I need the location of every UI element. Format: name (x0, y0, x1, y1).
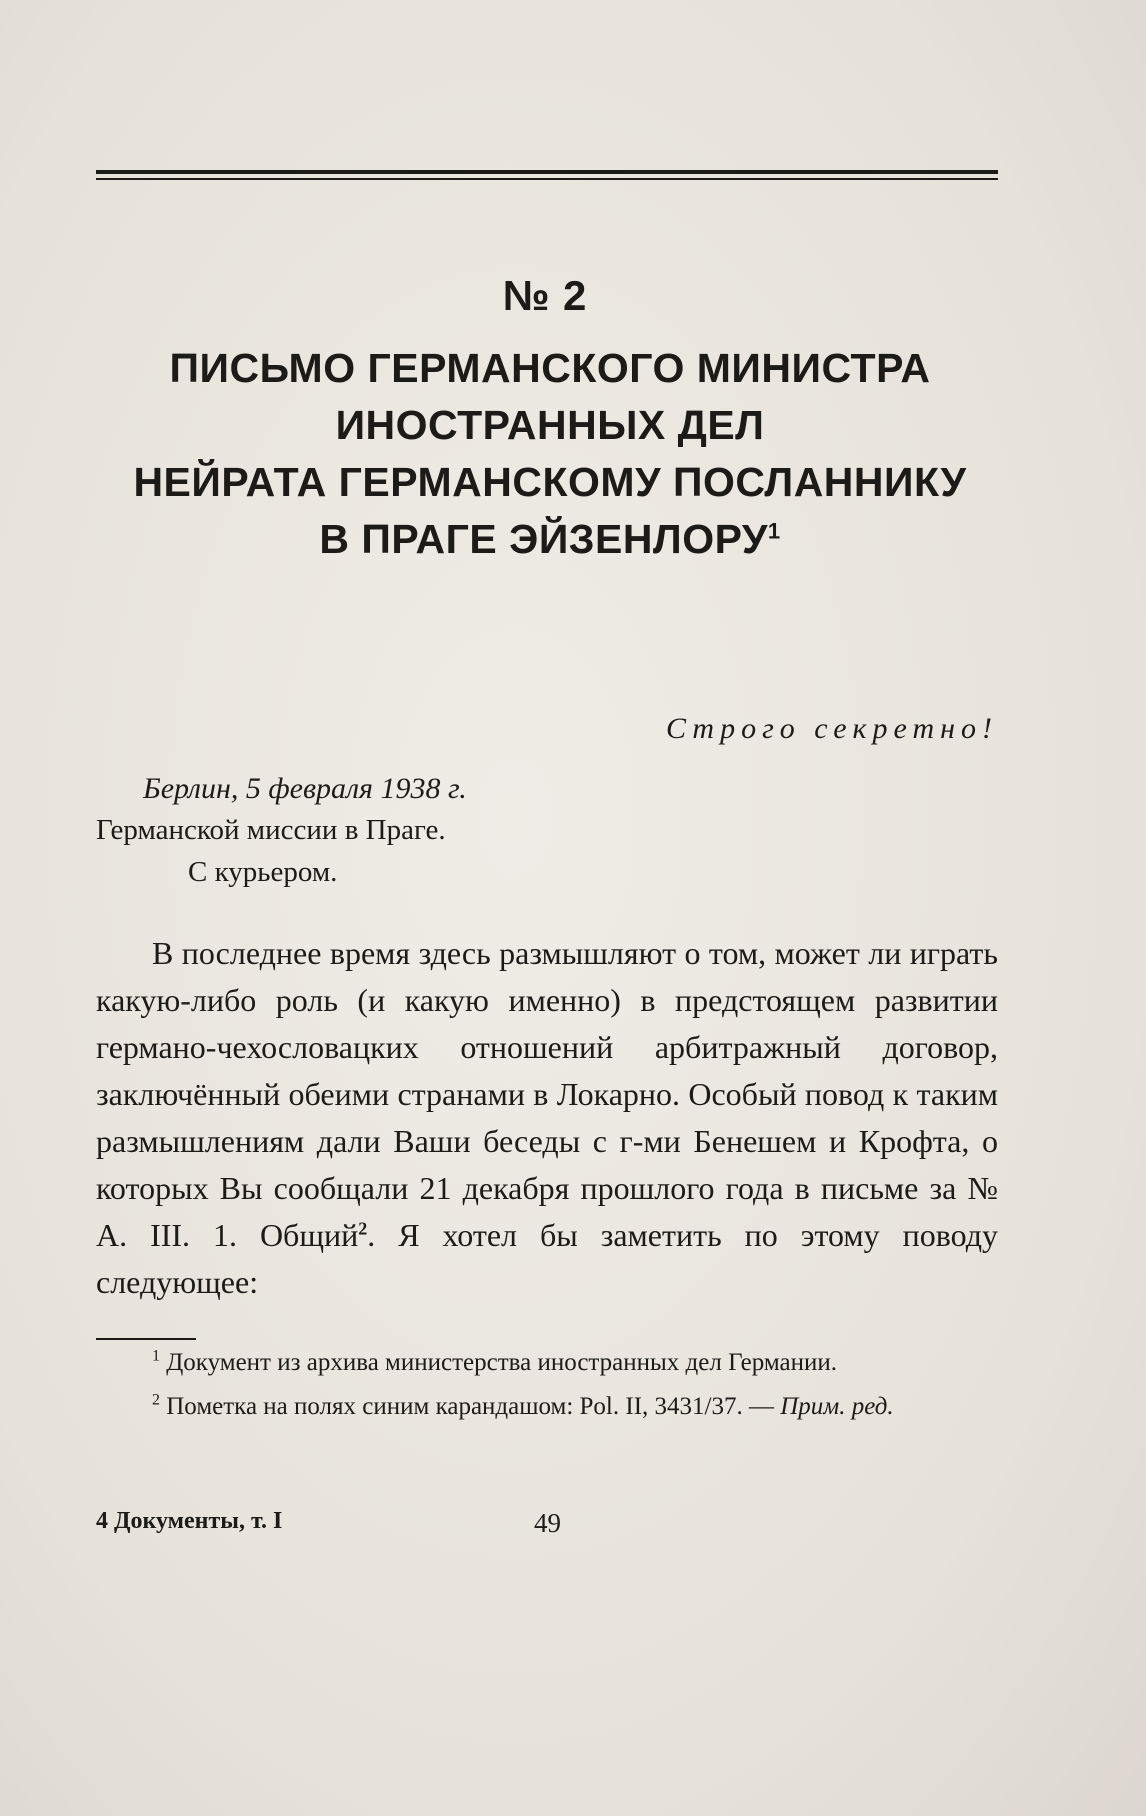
footnote-1-number: 1 (152, 1347, 160, 1365)
title-line-3: НЕЙРАТА ГЕРМАНСКОМУ ПОСЛАННИКУ (133, 459, 967, 505)
header-rule (96, 170, 998, 174)
header-rule-thin (96, 178, 998, 180)
letter-body (96, 930, 998, 1306)
footnote-2-number: 2 (152, 1391, 160, 1409)
title-line-1: ПИСЬМО ГЕРМАНСКОГО МИНИСТРА (169, 345, 931, 391)
page-number: 49 (534, 1508, 561, 1538)
body-paragraph (96, 930, 998, 1306)
document-title (60, 340, 1040, 568)
footnote-1-text: Документ из архива министерства иностранных дел Германии. (166, 1349, 838, 1376)
title-line-2: ИНОСТРАННЫХ ДЕЛ (335, 402, 765, 448)
title-line-4-text: В ПРАГЕ ЭЙЗЕНЛОРУ (319, 516, 768, 562)
body-text-part1: В последнее время здесь размышляют о том, может ли играть какую-либо роль (и какую именно) в предстоящем развитии германо-чехословацких отношений арбитражный договор, заключённый обеими странами в Локарно. Особый повод к таким размышлениям дали Ваши беседы с г-ми Бенешем и Крофта, о которых Вы сообщали 21 декабря прошлого года в письме за № А. III. 1. Общий (96, 935, 998, 1253)
footnote-2 (96, 1388, 998, 1426)
body-text-part2: . Я хотел бы заметить по этому поводу следующее: (96, 1217, 999, 1300)
footnote-2-text: Пометка на полях синим карандашом: Pol. II, 3431/37. — (166, 1393, 774, 1420)
place-date: Берлин, 5 февраля 1938 г. (143, 772, 467, 805)
delivery-method: С курьером. (188, 856, 338, 888)
title-footnote-mark: 1 (767, 518, 781, 544)
body-footnote-mark: 2 (358, 1218, 368, 1239)
page-footer (96, 1508, 998, 1548)
signature-mark: 4 Документы, т. I (96, 1508, 283, 1534)
footnotes (96, 1344, 998, 1432)
document-number: № 2 (502, 272, 588, 319)
recipient: Германской миссии в Праге. (96, 814, 446, 846)
footnote-rule (96, 1338, 196, 1340)
footnote-1 (96, 1344, 998, 1382)
classification-label: Строго секретно! (665, 712, 998, 745)
title-line-4 (60, 511, 1040, 568)
footnote-2-editor-note: Прим. ред. (780, 1393, 894, 1420)
